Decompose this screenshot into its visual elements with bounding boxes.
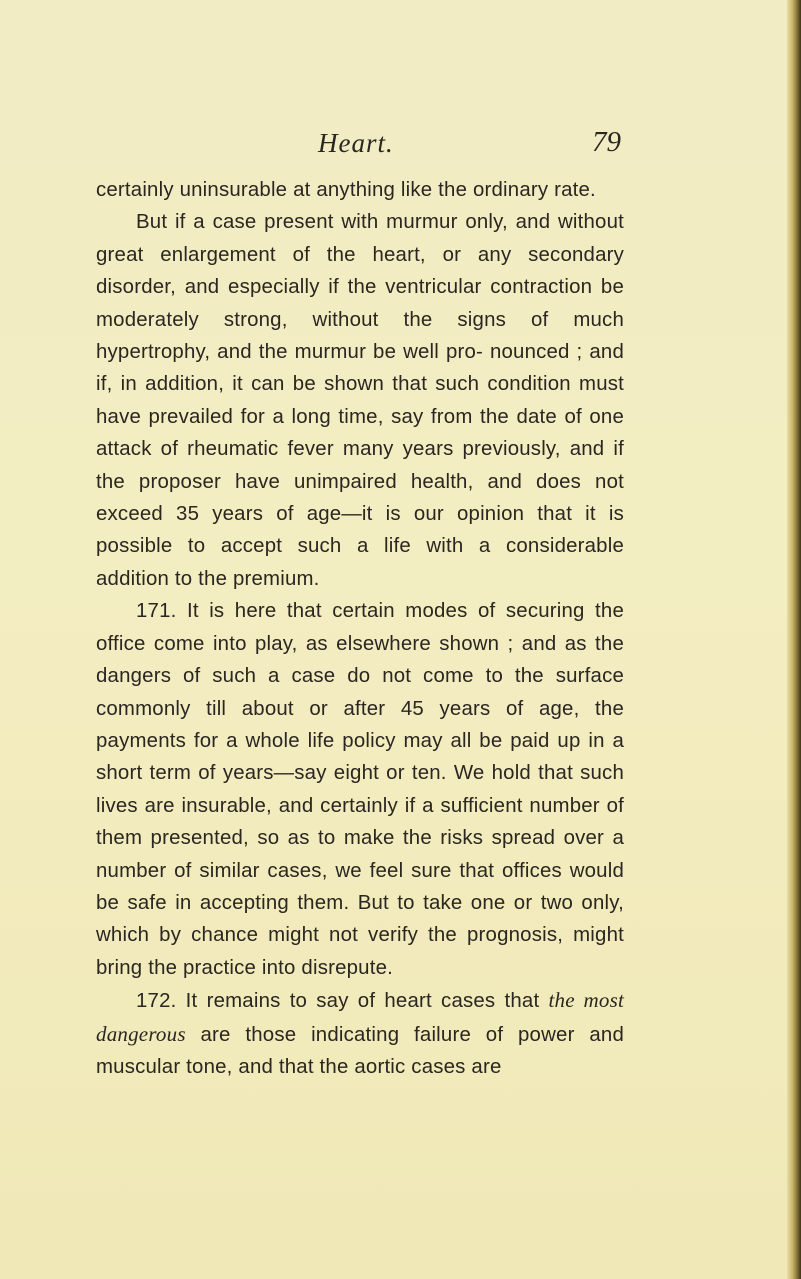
running-head: Heart. (318, 128, 394, 158)
paragraph-171: 171. It is here that certain modes of securing the office come into play, as elsewhere shown ; and as the dangers of such a case do not come to the surface commonly till about or after 45 years of age, the payments for a whole life policy may all be paid up in a short term of years—say eight or ten. We hold that such lives are insurable, and certainly if a sufficient number of them presented, so as to make the risks spread over a number of similar cases, we feel sure that offices would be safe in accepting them. But to take one or two only, which by chance might not verify the prognosis, might bring the practice into disrepute. (96, 600, 624, 979)
page-number: 79 (592, 126, 621, 158)
italic-emphasis: the most dangerous (96, 988, 624, 1046)
paragraph-172 (96, 984, 624, 1083)
body-text (96, 174, 624, 1083)
paragraph-continuation: certainly uninsurable at anything like the ordinary rate. (96, 179, 596, 201)
page-edge-shadow (787, 0, 801, 1279)
paragraph-172-start: 172. It remains to say of heart cases that (136, 990, 549, 1013)
paragraph-172-end: are those indicating failure of power and muscular tone, and that the aortic cases are (96, 1023, 624, 1078)
page-header (0, 126, 801, 162)
paragraph-murmur-case: But if a case present with murmur only, and without great enlargement of the heart, or any secondary disorder, and especially if the ventricular contraction be moderately strong, without the signs of much hypertrophy, and the murmur be well pro- nounced ; and if, in addition, it can be shown that such condition must have prevailed for a long time, say from the date of one attack of rheumatic fever many years previously, and if the proposer have unimpaired health, and does not exceed 35 years of age—it is our opinion that it is possible to accept such a life with a considerable addition to the premium. (96, 211, 624, 590)
